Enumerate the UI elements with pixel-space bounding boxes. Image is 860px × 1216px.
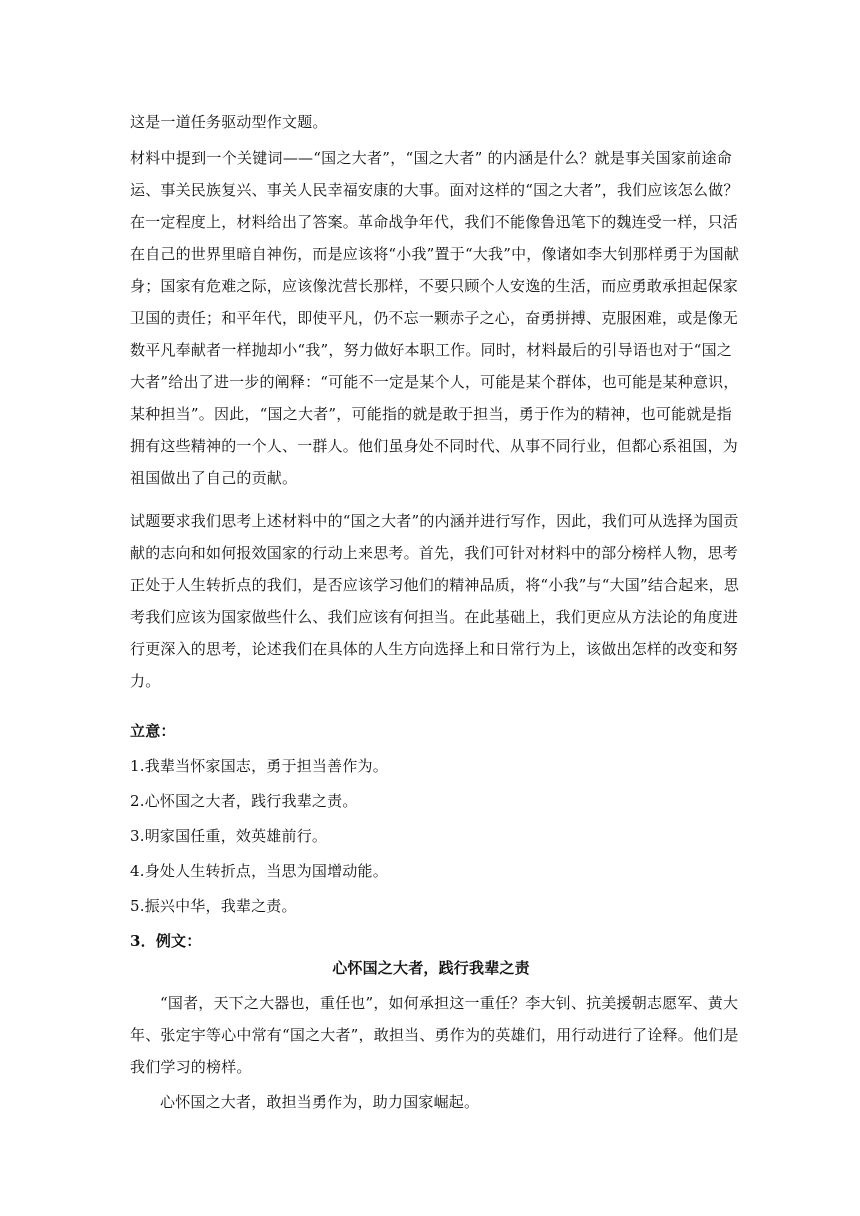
text-line: 卫国的责任；和平年代，即使平凡，仍不忘一颗赤子之心，奋勇拼搏、克服困难，或是像无 xyxy=(130,309,739,327)
text-line: 材料中提到一个关键词——“国之大者”，“国之大者” 的内涵是什么？就是事关国家前途命 xyxy=(130,149,732,167)
text-line: 某种担当”。因此，“国之大者”，可能指的就是敢于担当，勇于作为的精神，也可能就是指 xyxy=(130,405,732,423)
text-line: 考我们应该为国家做些什么、我们应该有何担当。在此基础上，我们更应从方法论的角度进 xyxy=(130,608,739,626)
text-line: 心怀国之大者，敢担当勇作为，助力国家崛起。 xyxy=(160,1093,480,1111)
text-line: 力。 xyxy=(130,672,161,690)
text-line: 在一定程度上，材料给出了答案。革命战争年代，我们不能像鲁迅笔下的魏连受一样，只活 xyxy=(130,213,739,231)
essay xyxy=(130,952,739,1118)
essay-paragraph-2 xyxy=(130,1086,732,1118)
essay-title: 心怀国之大者，践行我辈之责 xyxy=(332,959,530,977)
list-item: 4.身处人生转折点，当思为国增动能。 xyxy=(130,862,388,880)
text-line: 大者”给出了进一步的阐释：“可能不一定是某个人，可能是某个群体，也可能是某种意识， xyxy=(130,373,739,391)
list-item: 5.振兴中华，我辈之责。 xyxy=(130,897,297,915)
analysis-paragraph-2 xyxy=(130,505,740,697)
section-heading: 3．例文： xyxy=(130,932,202,950)
text-line: 数平凡奉献者一样抛却小“我”，努力做好本职工作。同时，材料最后的引导语也对于“国之 xyxy=(130,341,732,359)
text-line: 正处于人生转折点的我们，是否应该学习他们的精神品质，将“小我”与“大国”结合起来，思 xyxy=(130,576,740,594)
text-line: 行更深入的思考，论述我们在具体的人生方向选择上和日常行为上，该做出怎样的改变和努 xyxy=(130,640,739,658)
text-line: 祖国做出了自己的贡献。 xyxy=(130,469,298,487)
analysis-paragraph-1 xyxy=(130,142,740,494)
text-line: 运、事关民族复兴、事关人民幸福安康的大事。面对这样的“国之大者”，我们应该怎么做？ xyxy=(130,181,739,199)
text-line: 我们学习的榜样。 xyxy=(130,1058,252,1076)
text-line: 拥有这些精神的一个人、一群人。他们虽身处不同时代、从事不同行业，但都心系祖国，为 xyxy=(130,437,739,455)
text-line: “国者，天下之大器也，重任也”，如何承担这一重任？李大钊、抗美援朝志愿军、黄大 xyxy=(160,994,739,1012)
text-line: 年、张定宇等心中常有“国之大者”，敢担当、勇作为的英雄们，用行动进行了诠释。他们是 xyxy=(130,1026,739,1044)
liyi-section xyxy=(130,715,732,957)
intro-paragraph xyxy=(130,106,732,138)
list-item: 1.我辈当怀家国志，勇于担当善作为。 xyxy=(130,757,388,775)
list-item: 3.明家国任重，效英雄前行。 xyxy=(130,827,328,845)
text-line: 在自己的世界里暗自神伤，而是应该将“小我”置于“大我”中，像诸如李大钊那样勇于为国献 xyxy=(130,245,740,263)
essay-paragraph-1 xyxy=(130,987,739,1083)
list-item: 2.心怀国之大者，践行我辈之责。 xyxy=(130,792,358,810)
text-line: 身；国家有危难之际，应该像沈营长那样，不要只顾个人安逸的生活，而应勇敢承担起保家 xyxy=(130,277,739,295)
text-line: 献的志向和如何报效国家的行动上来思考。首先，我们可针对材料中的部分榜样人物，思考 xyxy=(130,544,739,562)
text-line: 这是一道任务驱动型作文题。 xyxy=(130,113,328,131)
text-line: 试题要求我们思考上述材料中的“国之大者”的内涵并进行写作，因此，我们可从选择为国贡 xyxy=(130,512,739,530)
section-heading: 立意： xyxy=(130,722,176,740)
